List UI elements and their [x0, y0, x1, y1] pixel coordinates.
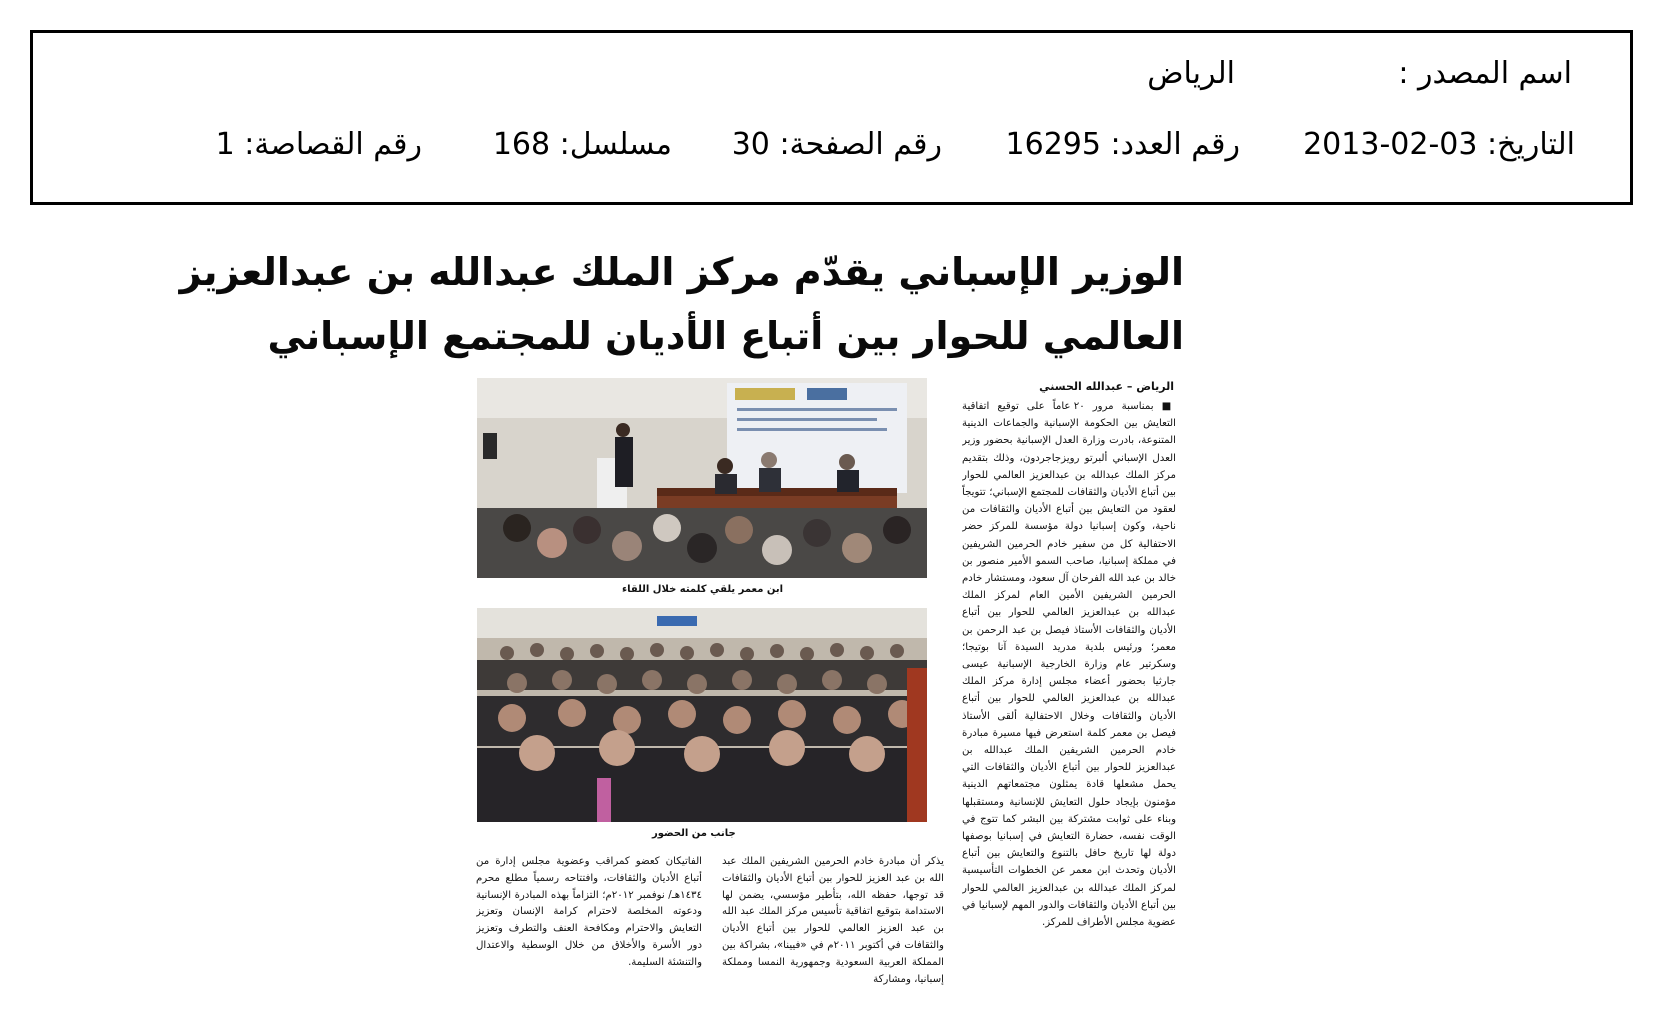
article-body-left-column: الفاتيكان كعضو كمراقب وعضوية مجلس إدارة من أتباع الأديان والثقافات، وافتتاحه رسمياً مطلع محرم ١٤٣٤هـ/ نوفمبر ٢٠١٢م؛ التزاماً بهذه المبادرة الإنسانية ودعوته المخلصة لاحترام كرامة الإنسان وتعزيز التعايش والاحترام ومكافحة العنف والتطرف وتعزيز دور الأسرة والأخلاق من خلال الوسطية والاعتدال والتنشئة السليمة.	[476, 856, 702, 968]
byline: الرياض – عبدالله الحسني	[1039, 380, 1174, 393]
article-body-right-column: ■ بمناسبة مرور ٢٠ عاماً على توقيع اتفاقية التعايش بين الحكومة الإسبانية والجماعات الدينية المتنوعة، بادرت وزارة العدل الإسبانية بحضور وزير العدل الإسباني ألبرتو رويزجاجردون، وذلك بتقديم مركز الملك عبدالله بن عبدالعزيز العالمي للحوار بين أتباع الأديان والثقافات للمجتمع الإسباني؛ تتويجاً لعقود من التعايش بين أتباع الأديان والثقافات من ناحية، وكون إسبانيا دولة مؤسسة للمركز حضر الاحتفالية كل من سفير خادم الحرمين الشريفين في مملكة إسبانيا، صاحب السمو الأمير منصور بن خالد بن عبد الله الفرحان آل سعود، ومستشار خادم الحرمين الشريفين الأمين العام لمركز الملك عبدالله بن عبدالعزيز العالمي للحوار بين أتباع الأديان والثقافات الأستاذ فيصل بن عبد الرحمن بن معمر؛ ورئيس بلدية مدريد السيدة آنا بوتيجا؛ وسكرتير عام وزارة الخارجية الإسبانية عيسى جارثيا بحضور أعضاء مجلس إدارة مركز الملك عبدالله بن عبدالعزيز العالمي للحوار بين أتباع الأديان والثقافات وخلال الاحتفالية ألقى الأستاذ فيصل بن معمر كلمة استعرض فيها مسيرة مبادرة خادم الحرمين الشريفين الملك عبدالله بن عبدالعزيز للحوار بين أتباع الأديان والثقافات التي يحمل مشعلها قادة يمثلون مجتمعاتهم الدينية مؤمنون بإيجاد حلول التعايش للإنسانية ومستقبلها وبناء على ثوابت مشتركة بين البشر كما تتوج في الوقت نفسه، حضارة التعايش في إسبانيا بوصفها دولة لها تاريخ حافل بالتنوع والتعايش بين أتباع الأديان وتحدث ابن معمر عن الخطوات التأسيسية لمركز الملك عبدالله بن عبدالعزيز العالمي للحوار بين أتباع الأديان والثقافات والدور المهم لإسبانيا في عضوية مجلس الأطراف للمركز.	[962, 401, 1176, 929]
date-field: التاريخ: 03-02-2013	[1303, 127, 1575, 162]
headline-line-2: العالمي للحوار بين أتباع الأديان للمجتمع الإسباني	[267, 314, 1184, 358]
issue-number: رقم العدد: 16295	[1005, 127, 1240, 162]
page-number: رقم الصفحة: 30	[731, 127, 942, 162]
photo-1-caption: ابن معمر يلقي كلمته خلال اللقاء	[622, 584, 784, 595]
article-body-middle-column: يذكر أن مبادرة خادم الحرمين الشريفين الملك عبد الله بن عبد العزيز للحوار بين أتباع الأديان والثقافات قد توجها، حفظه الله، بتأطير مؤسسي، يضمن لها الاستدامة بتوقيع اتفاقية تأسيس مركز الملك عبد الله بن عبد العزيز العالمي للحوار بين أتباع الأديان والثقافات في أكتوبر ٢٠١١م في «فيينا»، بشراكة بين المملكة العربية السعودية وجمهورية النمسا ومملكة إسبانيا، ومشاركة	[722, 856, 944, 985]
photo-audience	[477, 608, 927, 822]
photo-speaker-podium	[477, 378, 927, 578]
source-label: اسم المصدر :	[1398, 56, 1572, 91]
metadata-box	[30, 30, 1633, 205]
clipping-number: رقم القصاصة: 1	[215, 127, 422, 162]
photo-2-caption: جانب من الحضور	[652, 828, 736, 839]
serial-number: مسلسل: 168	[492, 127, 672, 162]
headline-line-1: الوزير الإسباني يقدّم مركز الملك عبدالله بن عبدالعزيز	[179, 250, 1184, 294]
newspaper-clipping	[179, 232, 1184, 1012]
source-value: الرياض	[1147, 56, 1235, 91]
